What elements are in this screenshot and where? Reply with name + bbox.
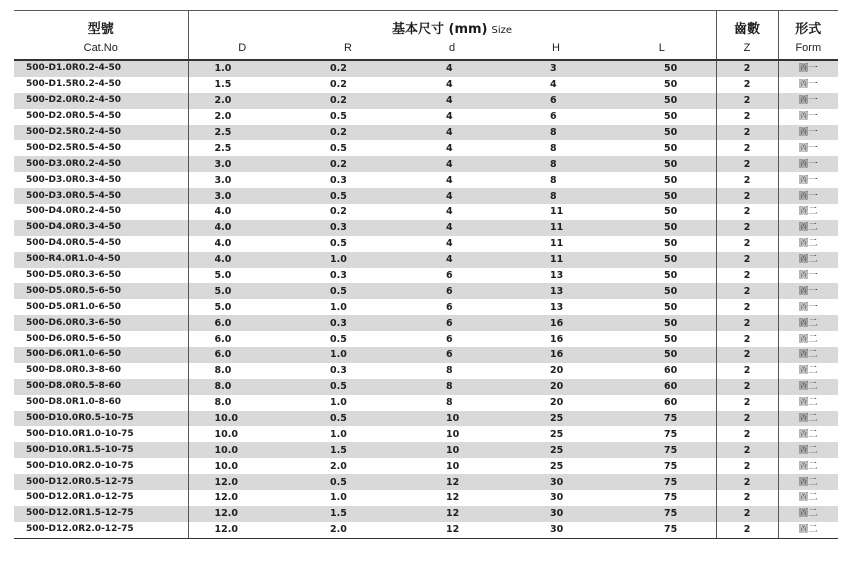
cell-teeth: 2 <box>716 93 778 109</box>
table-row <box>14 252 838 268</box>
table-row <box>14 77 838 93</box>
cell-teeth: 2 <box>716 442 778 458</box>
cell-r: 1.0 <box>296 347 400 363</box>
cell-cat-no: 500-D1.0R0.2-4-50 <box>14 60 188 77</box>
cell-cat-no: 500-D10.0R0.5-10-75 <box>14 411 188 427</box>
cell-l: 75 <box>608 522 716 538</box>
table-row <box>14 156 838 172</box>
cell-r: 0.5 <box>296 283 400 299</box>
cell-r: 0.5 <box>296 109 400 125</box>
cell-h: 25 <box>504 442 608 458</box>
cell-cat-no: 500-D5.0R1.0-6-50 <box>14 299 188 315</box>
table-row <box>14 363 838 379</box>
cell-teeth: 2 <box>716 188 778 204</box>
cell-form: 圖二 <box>778 379 838 395</box>
cell-shank-d: 10 <box>400 426 504 442</box>
cell-r: 0.5 <box>296 474 400 490</box>
cell-l: 75 <box>608 442 716 458</box>
cell-cat-no: 500-D6.0R1.0-6-50 <box>14 347 188 363</box>
cell-d: 5.0 <box>188 283 296 299</box>
table-row <box>14 220 838 236</box>
cell-h: 6 <box>504 109 608 125</box>
table-row <box>14 522 838 538</box>
cell-cat-no: 500-D2.0R0.5-4-50 <box>14 109 188 125</box>
cell-cat-no: 500-D6.0R0.3-6-50 <box>14 315 188 331</box>
table-row <box>14 411 838 427</box>
cell-l: 50 <box>608 347 716 363</box>
cell-l: 75 <box>608 506 716 522</box>
cell-r: 0.3 <box>296 268 400 284</box>
cell-d: 6.0 <box>188 315 296 331</box>
table-row <box>14 268 838 284</box>
cell-d: 4.0 <box>188 252 296 268</box>
size-header-en: Size <box>491 25 513 36</box>
cell-cat-no: 500-D10.0R2.0-10-75 <box>14 458 188 474</box>
cell-cat-no: 500-D5.0R0.3-6-50 <box>14 268 188 284</box>
cell-cat-no: 500-R4.0R1.0-4-50 <box>14 252 188 268</box>
cell-r: 0.2 <box>296 77 400 93</box>
table-row <box>14 93 838 109</box>
cell-h: 13 <box>504 268 608 284</box>
cell-l: 50 <box>608 236 716 252</box>
cell-r: 0.3 <box>296 172 400 188</box>
table-row <box>14 442 838 458</box>
table-row <box>14 506 838 522</box>
cell-h: 16 <box>504 347 608 363</box>
cell-cat-no: 500-D3.0R0.5-4-50 <box>14 188 188 204</box>
cell-form: 圖二 <box>778 204 838 220</box>
cell-r: 0.5 <box>296 331 400 347</box>
cell-teeth: 2 <box>716 109 778 125</box>
cell-shank-d: 4 <box>400 77 504 93</box>
cell-l: 75 <box>608 474 716 490</box>
cell-h: 6 <box>504 93 608 109</box>
cell-d: 5.0 <box>188 268 296 284</box>
cell-shank-d: 4 <box>400 93 504 109</box>
cell-cat-no: 500-D4.0R0.5-4-50 <box>14 236 188 252</box>
cell-l: 50 <box>608 283 716 299</box>
cell-h: 8 <box>504 125 608 141</box>
table-header <box>14 11 838 61</box>
cell-shank-d: 6 <box>400 268 504 284</box>
cell-form: 圖二 <box>778 506 838 522</box>
cell-d: 3.0 <box>188 156 296 172</box>
cell-teeth: 2 <box>716 172 778 188</box>
cell-teeth: 2 <box>716 395 778 411</box>
cell-l: 50 <box>608 77 716 93</box>
cell-h: 11 <box>504 204 608 220</box>
table-row <box>14 60 838 77</box>
table-row <box>14 395 838 411</box>
table-row <box>14 331 838 347</box>
table-row <box>14 204 838 220</box>
cell-cat-no: 500-D8.0R0.3-8-60 <box>14 363 188 379</box>
dim-header-R: R <box>296 37 400 60</box>
cell-l: 50 <box>608 109 716 125</box>
cell-form: 圖一 <box>778 140 838 156</box>
cell-teeth: 2 <box>716 490 778 506</box>
cell-d: 12.0 <box>188 474 296 490</box>
dim-header-L: L <box>608 37 716 60</box>
cell-l: 50 <box>608 252 716 268</box>
cell-r: 0.3 <box>296 220 400 236</box>
cell-teeth: 2 <box>716 268 778 284</box>
cell-h: 30 <box>504 474 608 490</box>
cell-form: 圖一 <box>778 188 838 204</box>
cell-d: 1.5 <box>188 77 296 93</box>
cell-teeth: 2 <box>716 220 778 236</box>
cell-h: 30 <box>504 506 608 522</box>
table-row <box>14 379 838 395</box>
cell-form: 圖二 <box>778 442 838 458</box>
cell-cat-no: 500-D2.5R0.5-4-50 <box>14 140 188 156</box>
cell-r: 1.5 <box>296 506 400 522</box>
cell-d: 2.5 <box>188 125 296 141</box>
table-row <box>14 347 838 363</box>
cell-r: 0.2 <box>296 125 400 141</box>
cell-cat-no: 500-D12.0R1.0-12-75 <box>14 490 188 506</box>
cell-d: 4.0 <box>188 220 296 236</box>
cell-shank-d: 6 <box>400 347 504 363</box>
cell-r: 0.5 <box>296 188 400 204</box>
cell-shank-d: 4 <box>400 125 504 141</box>
cell-form: 圖二 <box>778 347 838 363</box>
cell-h: 25 <box>504 426 608 442</box>
cell-form: 圖二 <box>778 474 838 490</box>
cell-l: 50 <box>608 156 716 172</box>
cell-teeth: 2 <box>716 252 778 268</box>
cell-form: 圖二 <box>778 522 838 538</box>
cell-form: 圖一 <box>778 156 838 172</box>
table-row <box>14 474 838 490</box>
cell-h: 13 <box>504 283 608 299</box>
cell-shank-d: 10 <box>400 442 504 458</box>
cell-h: 8 <box>504 188 608 204</box>
cell-cat-no: 500-D12.0R2.0-12-75 <box>14 522 188 538</box>
cell-form: 圖二 <box>778 458 838 474</box>
cell-d: 6.0 <box>188 331 296 347</box>
cell-shank-d: 12 <box>400 522 504 538</box>
cell-cat-no: 500-D6.0R0.5-6-50 <box>14 331 188 347</box>
cell-form: 圖一 <box>778 283 838 299</box>
cell-h: 25 <box>504 458 608 474</box>
cell-cat-no: 500-D5.0R0.5-6-50 <box>14 283 188 299</box>
cell-cat-no: 500-D4.0R0.2-4-50 <box>14 204 188 220</box>
cell-shank-d: 12 <box>400 474 504 490</box>
cell-h: 30 <box>504 490 608 506</box>
teeth-header-zh: 齒數 <box>716 11 778 38</box>
cell-l: 50 <box>608 220 716 236</box>
cell-r: 0.2 <box>296 156 400 172</box>
cell-l: 75 <box>608 411 716 427</box>
cell-form: 圖二 <box>778 363 838 379</box>
teeth-header-en: Z <box>716 37 778 60</box>
cell-r: 0.2 <box>296 204 400 220</box>
cell-h: 8 <box>504 140 608 156</box>
cell-l: 50 <box>608 268 716 284</box>
cell-shank-d: 8 <box>400 395 504 411</box>
cell-teeth: 2 <box>716 411 778 427</box>
cell-cat-no: 500-D3.0R0.2-4-50 <box>14 156 188 172</box>
cell-d: 12.0 <box>188 490 296 506</box>
cell-shank-d: 6 <box>400 299 504 315</box>
cell-shank-d: 4 <box>400 109 504 125</box>
dim-header-D: D <box>188 37 296 60</box>
cell-form: 圖二 <box>778 395 838 411</box>
cell-shank-d: 4 <box>400 204 504 220</box>
cell-cat-no: 500-D1.5R0.2-4-50 <box>14 77 188 93</box>
cell-form: 圖一 <box>778 93 838 109</box>
cell-l: 50 <box>608 204 716 220</box>
cell-cat-no: 500-D4.0R0.3-4-50 <box>14 220 188 236</box>
cell-r: 1.0 <box>296 299 400 315</box>
cell-h: 11 <box>504 252 608 268</box>
table-row <box>14 109 838 125</box>
cell-l: 60 <box>608 379 716 395</box>
cell-teeth: 2 <box>716 522 778 538</box>
cell-shank-d: 6 <box>400 315 504 331</box>
cell-form: 圖二 <box>778 252 838 268</box>
cell-d: 2.0 <box>188 109 296 125</box>
cell-form: 圖二 <box>778 220 838 236</box>
table-row <box>14 490 838 506</box>
cell-l: 60 <box>608 363 716 379</box>
cell-teeth: 2 <box>716 315 778 331</box>
cell-shank-d: 8 <box>400 379 504 395</box>
cell-cat-no: 500-D12.0R1.5-12-75 <box>14 506 188 522</box>
cell-teeth: 2 <box>716 347 778 363</box>
cell-form: 圖二 <box>778 331 838 347</box>
cell-d: 4.0 <box>188 204 296 220</box>
cell-r: 0.3 <box>296 363 400 379</box>
cell-h: 11 <box>504 236 608 252</box>
cell-d: 10.0 <box>188 458 296 474</box>
table-row <box>14 188 838 204</box>
cell-r: 1.0 <box>296 490 400 506</box>
cell-teeth: 2 <box>716 363 778 379</box>
cell-teeth: 2 <box>716 204 778 220</box>
table-row <box>14 172 838 188</box>
cell-form: 圖二 <box>778 315 838 331</box>
cell-d: 8.0 <box>188 395 296 411</box>
cell-l: 50 <box>608 172 716 188</box>
cell-form: 圖一 <box>778 268 838 284</box>
cell-teeth: 2 <box>716 426 778 442</box>
cell-teeth: 2 <box>716 60 778 77</box>
cell-r: 0.5 <box>296 379 400 395</box>
cell-cat-no: 500-D2.5R0.2-4-50 <box>14 125 188 141</box>
cell-form: 圖一 <box>778 299 838 315</box>
table-row <box>14 125 838 141</box>
cell-h: 20 <box>504 379 608 395</box>
cell-l: 50 <box>608 299 716 315</box>
cell-form: 圖一 <box>778 172 838 188</box>
cell-teeth: 2 <box>716 299 778 315</box>
cell-d: 10.0 <box>188 411 296 427</box>
cell-form: 圖二 <box>778 236 838 252</box>
cell-r: 2.0 <box>296 458 400 474</box>
cell-d: 5.0 <box>188 299 296 315</box>
cell-l: 50 <box>608 188 716 204</box>
cell-l: 75 <box>608 458 716 474</box>
cell-form: 圖一 <box>778 77 838 93</box>
table-row <box>14 236 838 252</box>
cell-shank-d: 4 <box>400 220 504 236</box>
cell-cat-no: 500-D10.0R1.0-10-75 <box>14 426 188 442</box>
cell-r: 1.5 <box>296 442 400 458</box>
cell-teeth: 2 <box>716 77 778 93</box>
cell-form: 圖一 <box>778 60 838 77</box>
cell-r: 1.0 <box>296 252 400 268</box>
dim-header-H: H <box>504 37 608 60</box>
cell-h: 8 <box>504 172 608 188</box>
cell-teeth: 2 <box>716 331 778 347</box>
cell-d: 3.0 <box>188 188 296 204</box>
cell-shank-d: 4 <box>400 172 504 188</box>
cell-d: 6.0 <box>188 347 296 363</box>
cell-h: 30 <box>504 522 608 538</box>
cell-shank-d: 10 <box>400 411 504 427</box>
table-body <box>14 60 838 538</box>
cell-shank-d: 4 <box>400 188 504 204</box>
cell-d: 12.0 <box>188 506 296 522</box>
cell-h: 3 <box>504 60 608 77</box>
cell-shank-d: 4 <box>400 60 504 77</box>
cell-teeth: 2 <box>716 474 778 490</box>
cell-teeth: 2 <box>716 506 778 522</box>
cell-cat-no: 500-D12.0R0.5-12-75 <box>14 474 188 490</box>
cell-d: 10.0 <box>188 426 296 442</box>
cell-r: 1.0 <box>296 395 400 411</box>
cell-l: 50 <box>608 93 716 109</box>
size-header <box>188 11 716 38</box>
cell-l: 50 <box>608 125 716 141</box>
cell-r: 0.5 <box>296 236 400 252</box>
cell-cat-no: 500-D8.0R1.0-8-60 <box>14 395 188 411</box>
model-header-zh: 型號 <box>14 11 188 38</box>
spec-table <box>14 10 838 539</box>
cell-h: 20 <box>504 395 608 411</box>
table-row <box>14 315 838 331</box>
size-header-zh: 基本尺寸 (mm) <box>391 22 488 37</box>
cell-r: 0.2 <box>296 60 400 77</box>
cell-form: 圖二 <box>778 490 838 506</box>
cell-l: 50 <box>608 331 716 347</box>
cell-h: 4 <box>504 77 608 93</box>
cell-teeth: 2 <box>716 125 778 141</box>
cell-teeth: 2 <box>716 458 778 474</box>
cell-form: 圖一 <box>778 125 838 141</box>
cell-teeth: 2 <box>716 156 778 172</box>
table-row <box>14 426 838 442</box>
cell-h: 20 <box>504 363 608 379</box>
cell-l: 75 <box>608 490 716 506</box>
cell-l: 60 <box>608 395 716 411</box>
table-row <box>14 283 838 299</box>
cell-cat-no: 500-D2.0R0.2-4-50 <box>14 93 188 109</box>
cell-h: 8 <box>504 156 608 172</box>
cell-shank-d: 8 <box>400 363 504 379</box>
cell-d: 10.0 <box>188 442 296 458</box>
cell-shank-d: 12 <box>400 490 504 506</box>
cell-teeth: 2 <box>716 283 778 299</box>
table-row <box>14 140 838 156</box>
cell-r: 0.2 <box>296 93 400 109</box>
table-row <box>14 299 838 315</box>
cell-shank-d: 12 <box>400 506 504 522</box>
cell-l: 50 <box>608 60 716 77</box>
cell-r: 2.0 <box>296 522 400 538</box>
cell-shank-d: 4 <box>400 140 504 156</box>
cell-r: 0.3 <box>296 315 400 331</box>
cell-teeth: 2 <box>716 236 778 252</box>
cell-shank-d: 4 <box>400 252 504 268</box>
model-header-en: Cat.No <box>14 37 188 60</box>
cell-d: 8.0 <box>188 363 296 379</box>
cell-d: 3.0 <box>188 172 296 188</box>
cell-d: 1.0 <box>188 60 296 77</box>
cell-r: 0.5 <box>296 140 400 156</box>
cell-shank-d: 6 <box>400 283 504 299</box>
form-header-en: Form <box>778 37 838 60</box>
cell-shank-d: 6 <box>400 331 504 347</box>
dim-header-d: d <box>400 37 504 60</box>
table-row <box>14 458 838 474</box>
cell-form: 圖二 <box>778 411 838 427</box>
cell-shank-d: 4 <box>400 156 504 172</box>
cell-teeth: 2 <box>716 379 778 395</box>
cell-h: 16 <box>504 315 608 331</box>
cell-l: 75 <box>608 426 716 442</box>
cell-d: 12.0 <box>188 522 296 538</box>
cell-l: 50 <box>608 315 716 331</box>
cell-h: 25 <box>504 411 608 427</box>
cell-cat-no: 500-D10.0R1.5-10-75 <box>14 442 188 458</box>
cell-form: 圖二 <box>778 426 838 442</box>
cell-form: 圖一 <box>778 109 838 125</box>
cell-h: 13 <box>504 299 608 315</box>
cell-l: 50 <box>608 140 716 156</box>
cell-h: 11 <box>504 220 608 236</box>
cell-d: 8.0 <box>188 379 296 395</box>
cell-r: 0.5 <box>296 411 400 427</box>
cell-shank-d: 10 <box>400 458 504 474</box>
form-header-zh: 形式 <box>778 11 838 38</box>
cell-d: 2.0 <box>188 93 296 109</box>
cell-r: 1.0 <box>296 426 400 442</box>
cell-cat-no: 500-D8.0R0.5-8-60 <box>14 379 188 395</box>
cell-teeth: 2 <box>716 140 778 156</box>
cell-h: 16 <box>504 331 608 347</box>
cell-d: 4.0 <box>188 236 296 252</box>
cell-cat-no: 500-D3.0R0.3-4-50 <box>14 172 188 188</box>
cell-shank-d: 4 <box>400 236 504 252</box>
cell-d: 2.5 <box>188 140 296 156</box>
